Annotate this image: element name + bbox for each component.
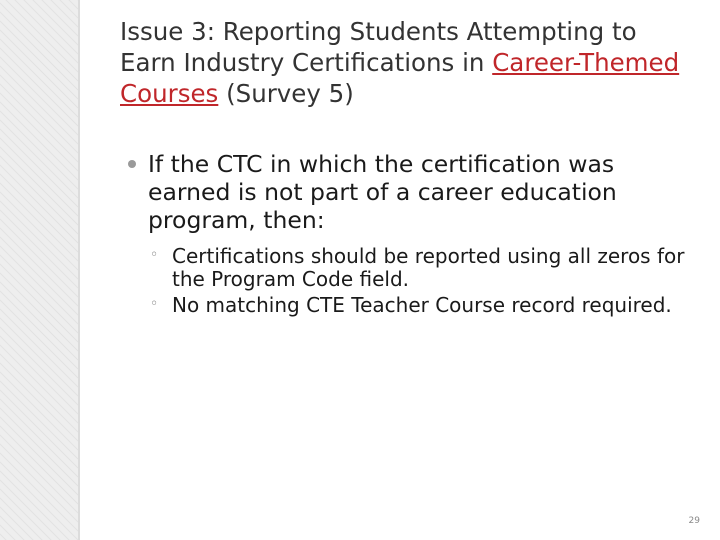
band-divider xyxy=(78,0,80,540)
sub-bullet-item xyxy=(150,294,690,317)
title-text: Issue 3: Reporting Students Attempting to Earn Industry Certifications in xyxy=(120,17,637,77)
title-link-career-themed-courses[interactable]: Career-Themed Courses xyxy=(120,48,680,108)
slide-title xyxy=(120,16,700,109)
pattern-line xyxy=(0,0,78,27)
circle-bullet-icon: ◦ xyxy=(150,247,159,263)
sub-bullet-list xyxy=(150,245,690,320)
sub-bullet-text: Certifications should be reported using all zeros for the Program Code field. xyxy=(172,244,685,291)
pattern-line xyxy=(0,0,78,63)
main-bullet xyxy=(128,150,688,234)
main-bullet-text: If the CTC in which the certification was earned is not part of a career education program, then: xyxy=(148,150,617,234)
pattern-line xyxy=(0,471,78,540)
diagonal-pattern xyxy=(0,0,78,540)
pattern-line xyxy=(0,507,78,540)
pattern-line xyxy=(0,0,78,72)
page-number: 29 xyxy=(688,516,700,526)
bullet-dot-icon xyxy=(128,160,136,168)
pattern-line xyxy=(0,0,78,54)
decorative-side-band xyxy=(0,0,78,540)
pattern-line xyxy=(0,0,78,9)
sub-bullet-text: No matching CTE Teacher Course record required. xyxy=(172,293,672,317)
title-suffix: (Survey 5) xyxy=(218,79,354,108)
pattern-line xyxy=(0,489,78,540)
sub-bullet-item xyxy=(150,245,690,291)
circle-bullet-icon: ◦ xyxy=(150,296,159,312)
